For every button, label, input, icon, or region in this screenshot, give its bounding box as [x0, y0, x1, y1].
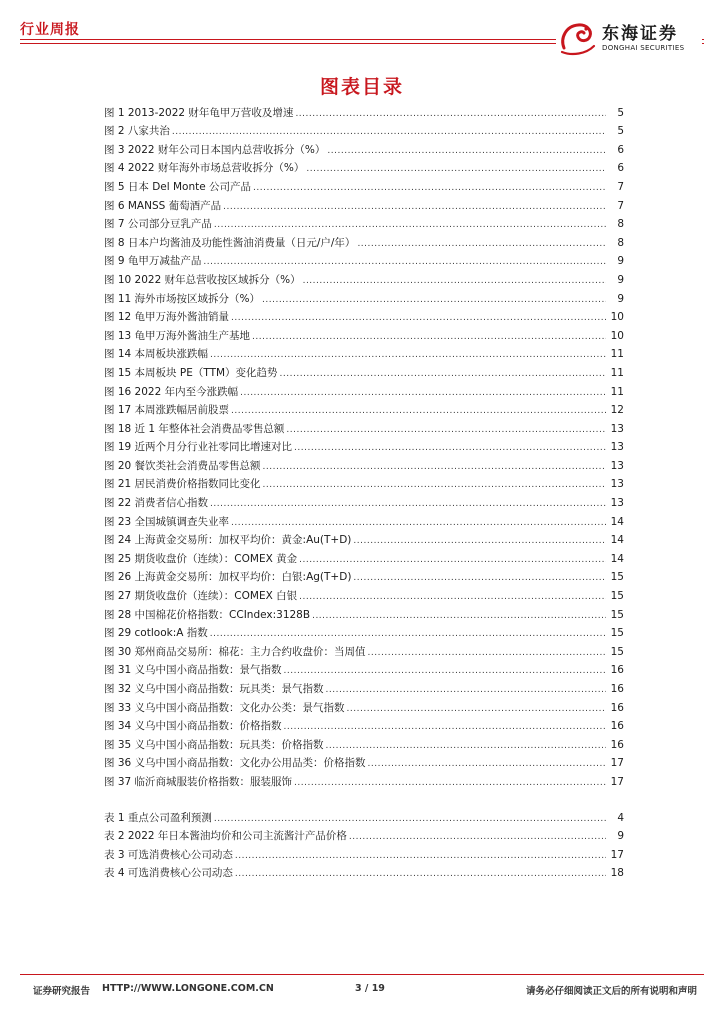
figure-toc-entry[interactable] — [104, 194, 624, 213]
footer-report-type: 证券研究报告 — [33, 986, 91, 997]
dot-leader — [262, 294, 606, 306]
toc-entry-page: 11 — [610, 366, 624, 379]
dot-leader — [210, 349, 606, 361]
toc-entry-page: 9 — [617, 255, 624, 268]
dot-leader — [368, 647, 606, 659]
footer-page-number: 3 / 19 — [355, 983, 385, 994]
toc-entry-label: 表 4 可选消费核心公司动态 — [104, 867, 233, 880]
toc-entry-label: 图 6 MANSS 葡萄酒产品 — [104, 199, 222, 212]
figure-toc-entry[interactable] — [104, 715, 624, 734]
figure-toc-entry[interactable] — [104, 547, 624, 566]
toc-entry-label: 图 37 临沂商城服装价格指数：服装服饰 — [104, 775, 293, 788]
figure-toc-entry[interactable] — [104, 696, 624, 715]
toc-entry-label: 表 3 可选消费核心公司动态 — [104, 848, 233, 861]
figure-toc-entry[interactable] — [104, 491, 624, 510]
toc-entry-label: 图 34 义乌中国小商品指数：价格指数 — [104, 720, 282, 733]
toc-entry-label: 图 23 全国城镇调查失业率 — [104, 515, 230, 528]
toc-entry-page: 6 — [617, 143, 624, 156]
dot-leader — [299, 591, 606, 603]
figure-toc-entry[interactable] — [104, 101, 624, 120]
toc-entry-page: 13 — [610, 422, 624, 435]
toc-entry-page: 8 — [617, 236, 624, 249]
figure-toc-entry[interactable] — [104, 157, 624, 176]
toc-entry-page: 13 — [610, 497, 624, 510]
toc-entry-page: 9 — [617, 273, 624, 286]
toc-entry-page: 4 — [617, 811, 624, 824]
footer-rule — [20, 974, 704, 975]
figure-toc-entry[interactable] — [104, 417, 624, 436]
toc-entry-page: 5 — [617, 106, 624, 119]
toc-entry-page: 17 — [610, 757, 624, 770]
toc-entry-page: 7 — [617, 199, 624, 212]
dot-leader — [295, 108, 606, 120]
figure-toc-entry[interactable] — [104, 640, 624, 659]
footer-website-link[interactable]: HTTP://WWW.LONGONE.COM.CN — [102, 983, 274, 994]
figure-toc-entry[interactable] — [104, 175, 624, 194]
dot-leader — [223, 201, 606, 213]
figure-toc-entry[interactable] — [104, 603, 624, 622]
figure-toc-entry[interactable] — [104, 399, 624, 418]
toc-entry-page: 17 — [610, 848, 624, 861]
footer-disclaimer: 请务必仔细阅读正文后的所有说明和声明 — [525, 986, 697, 997]
figure-toc-entry[interactable] — [104, 324, 624, 343]
toc-entry-label: 图 13 龟甲万海外酱油生产基地 — [104, 329, 251, 342]
dot-leader — [235, 850, 606, 862]
page-title: 图表目录 — [319, 76, 404, 98]
figure-toc-entry[interactable] — [104, 622, 624, 641]
toc-entry-label: 图 18 近 1 年整体社会消费品零售总额 — [104, 422, 285, 435]
dot-leader — [326, 740, 606, 752]
toc-entry-label: 图 19 近两个月分行业社零同比增速对比 — [104, 441, 293, 454]
dot-leader — [299, 554, 606, 566]
toc-entry-label: 图 36 义乌中国小商品指数：文化办公用品类：价格指数 — [104, 757, 366, 770]
toc-entry-label: 图 11 海外市场按区域拆分（%） — [104, 292, 261, 305]
dot-leader — [284, 721, 606, 733]
toc-entry-label: 图 28 中国棉花价格指数：CCIndex:3128B — [104, 608, 311, 621]
dot-leader — [312, 610, 606, 622]
toc-entry-page: 8 — [617, 218, 624, 231]
toc-entry-label: 图 7 公司部分豆乳产品 — [104, 218, 212, 231]
figure-list — [104, 101, 624, 789]
toc-entry-page: 13 — [610, 478, 624, 491]
toc-entry-page: 15 — [610, 608, 624, 621]
dot-leader — [231, 517, 606, 529]
dot-leader — [252, 331, 606, 343]
figure-toc-entry[interactable] — [104, 361, 624, 380]
table-of-contents — [104, 101, 624, 880]
figure-toc-entry[interactable] — [104, 752, 624, 771]
toc-entry-label: 图 16 2022 年内至今涨跌幅 — [104, 385, 239, 398]
toc-entry-label: 图 25 期货收盘价（连续）：COMEX 黄金 — [104, 552, 298, 565]
table-list — [104, 806, 624, 880]
dot-leader — [353, 572, 606, 584]
figure-toc-entry[interactable] — [104, 677, 624, 696]
table-toc-entry[interactable] — [104, 843, 624, 862]
toc-entry-label: 图 35 义乌中国小商品指数：玩具类：价格指数 — [104, 738, 324, 751]
toc-entry-label: 图 26 上海黄金交易所：加权平均价：白银:Ag(T+D) — [104, 571, 352, 584]
toc-entry-label: 图 31 义乌中国小商品指数：景气指数 — [104, 664, 282, 677]
toc-entry-page: 5 — [617, 125, 624, 138]
dot-leader — [306, 163, 606, 175]
figure-toc-entry[interactable] — [104, 529, 624, 548]
figure-toc-entry[interactable] — [104, 287, 624, 306]
dot-leader — [284, 665, 606, 677]
toc-entry-page: 15 — [610, 627, 624, 640]
toc-entry-page: 16 — [610, 720, 624, 733]
toc-entry-label: 图 27 期货收盘价（连续）：COMEX 白银 — [104, 590, 298, 603]
figure-toc-entry[interactable] — [104, 380, 624, 399]
figure-toc-entry[interactable] — [104, 770, 624, 789]
figure-toc-entry[interactable] — [104, 566, 624, 585]
dot-leader — [231, 312, 606, 324]
toc-entry-label: 图 24 上海黄金交易所：加权平均价：黄金:Au(T+D) — [104, 534, 352, 547]
toc-entry-label: 图 33 义乌中国小商品指数：文化办公类：景气指数 — [104, 701, 345, 714]
toc-entry-page: 9 — [617, 292, 624, 305]
figure-toc-entry[interactable] — [104, 510, 624, 529]
toc-entry-label: 图 14 本周板块涨跌幅 — [104, 348, 209, 361]
toc-entry-label: 图 30 郑州商品交易所：棉花：主力合约收盘价：当周值 — [104, 645, 366, 658]
dragon-logo-icon — [556, 18, 600, 58]
logo-chinese-name: 东海证券 — [602, 23, 678, 44]
toc-entry-page: 12 — [610, 404, 624, 417]
toc-entry-page: 16 — [610, 664, 624, 677]
toc-entry-page: 16 — [610, 701, 624, 714]
table-toc-entry[interactable] — [104, 806, 624, 825]
dot-leader — [203, 256, 606, 268]
toc-entry-page: 10 — [610, 311, 624, 324]
dot-leader — [357, 238, 606, 250]
toc-entry-page: 7 — [617, 180, 624, 193]
figure-toc-entry[interactable] — [104, 584, 624, 603]
toc-entry-page: 17 — [610, 775, 624, 788]
toc-entry-page: 15 — [610, 645, 624, 658]
toc-entry-label: 图 10 2022 财年总营收按区域拆分（%） — [104, 273, 301, 286]
toc-entry-label: 图 4 2022 财年海外市场总营收拆分（%） — [104, 162, 305, 175]
section-gap — [104, 789, 624, 806]
company-logo — [556, 18, 702, 58]
toc-entry-page: 13 — [610, 459, 624, 472]
figure-toc-entry[interactable] — [104, 473, 624, 492]
dot-leader — [235, 868, 606, 880]
toc-entry-page: 10 — [610, 329, 624, 342]
table-toc-entry[interactable] — [104, 862, 624, 881]
toc-entry-label: 图 29 cotlook:A 指数 — [104, 627, 208, 640]
toc-entry-label: 图 32 义乌中国小商品指数：玩具类：景气指数 — [104, 683, 324, 695]
toc-entry-page: 16 — [610, 683, 624, 695]
dot-leader — [253, 182, 606, 194]
toc-entry-label: 表 2 2022 年日本酱油均价和公司主流酱汁产品价格 — [104, 830, 347, 843]
figure-toc-entry[interactable] — [104, 120, 624, 139]
logo-english-name: DONGHAI SECURITIES — [602, 43, 685, 52]
figure-toc-entry[interactable] — [104, 454, 624, 473]
toc-entry-label: 图 20 餐饮类社会消费品零售总额 — [104, 459, 261, 472]
toc-entry-label: 图 5 日本 Del Monte 公司产品 — [104, 180, 252, 193]
dot-leader — [210, 628, 606, 640]
toc-entry-page: 11 — [610, 385, 624, 398]
toc-entry-page: 15 — [610, 571, 624, 584]
dot-leader — [263, 461, 606, 473]
toc-entry-page: 14 — [610, 534, 624, 547]
dot-leader — [294, 777, 606, 789]
dot-leader — [353, 535, 606, 547]
dot-leader — [172, 126, 606, 138]
dot-leader — [327, 145, 606, 157]
toc-entry-label: 表 1 重点公司盈利预测 — [104, 811, 212, 824]
dot-leader — [214, 219, 606, 231]
toc-entry-label: 图 3 2022 财年公司日本国内总营收拆分（%） — [104, 143, 326, 156]
toc-entry-label: 图 8 日本户均酱油及功能性酱油消费量（日元/户/年） — [104, 236, 356, 249]
toc-entry-label: 图 2 八家共治 — [104, 125, 170, 138]
report-type-label: 行业周报 — [20, 22, 80, 38]
toc-entry-page: 18 — [610, 867, 624, 880]
dot-leader — [368, 758, 606, 770]
toc-entry-label: 图 1 2013-2022 财年龟甲万营收及增速 — [104, 106, 294, 119]
toc-entry-label: 图 21 居民消费价格指数同比变化 — [104, 478, 261, 491]
toc-entry-page: 6 — [617, 162, 624, 175]
dot-leader — [231, 405, 606, 417]
toc-entry-page: 11 — [610, 348, 624, 361]
figure-toc-entry[interactable] — [104, 213, 624, 232]
figure-toc-entry[interactable] — [104, 231, 624, 250]
figure-toc-entry[interactable] — [104, 733, 624, 752]
figure-toc-entry[interactable] — [104, 268, 624, 287]
dot-leader — [294, 442, 606, 454]
toc-entry-label: 图 22 消费者信心指数 — [104, 497, 209, 510]
dot-leader — [263, 479, 606, 491]
toc-entry-label: 图 9 龟甲万减盐产品 — [104, 255, 202, 268]
figure-toc-entry[interactable] — [104, 138, 624, 157]
figure-toc-entry[interactable] — [104, 436, 624, 455]
dot-leader — [347, 703, 606, 715]
table-toc-entry[interactable] — [104, 825, 624, 844]
dot-leader — [326, 684, 606, 696]
toc-entry-label: 图 17 本周涨跌幅居前股票 — [104, 404, 230, 417]
dot-leader — [240, 387, 606, 399]
toc-entry-page: 13 — [610, 441, 624, 454]
toc-entry-label: 图 12 龟甲万海外酱油销量 — [104, 311, 230, 324]
figure-toc-entry[interactable] — [104, 659, 624, 678]
figure-toc-entry[interactable] — [104, 343, 624, 362]
dot-leader — [214, 813, 606, 825]
dot-leader — [303, 275, 606, 287]
toc-entry-page: 14 — [610, 515, 624, 528]
dot-leader — [280, 368, 606, 380]
dot-leader — [286, 424, 606, 436]
dot-leader — [349, 831, 606, 843]
figure-toc-entry[interactable] — [104, 306, 624, 325]
figure-toc-entry[interactable] — [104, 250, 624, 269]
toc-entry-page: 14 — [610, 552, 624, 565]
dot-leader — [210, 498, 606, 510]
toc-entry-page: 9 — [617, 830, 624, 843]
toc-entry-page: 16 — [610, 738, 624, 751]
toc-entry-page: 15 — [610, 590, 624, 603]
toc-entry-label: 图 15 本周板块 PE（TTM）变化趋势 — [104, 366, 278, 379]
